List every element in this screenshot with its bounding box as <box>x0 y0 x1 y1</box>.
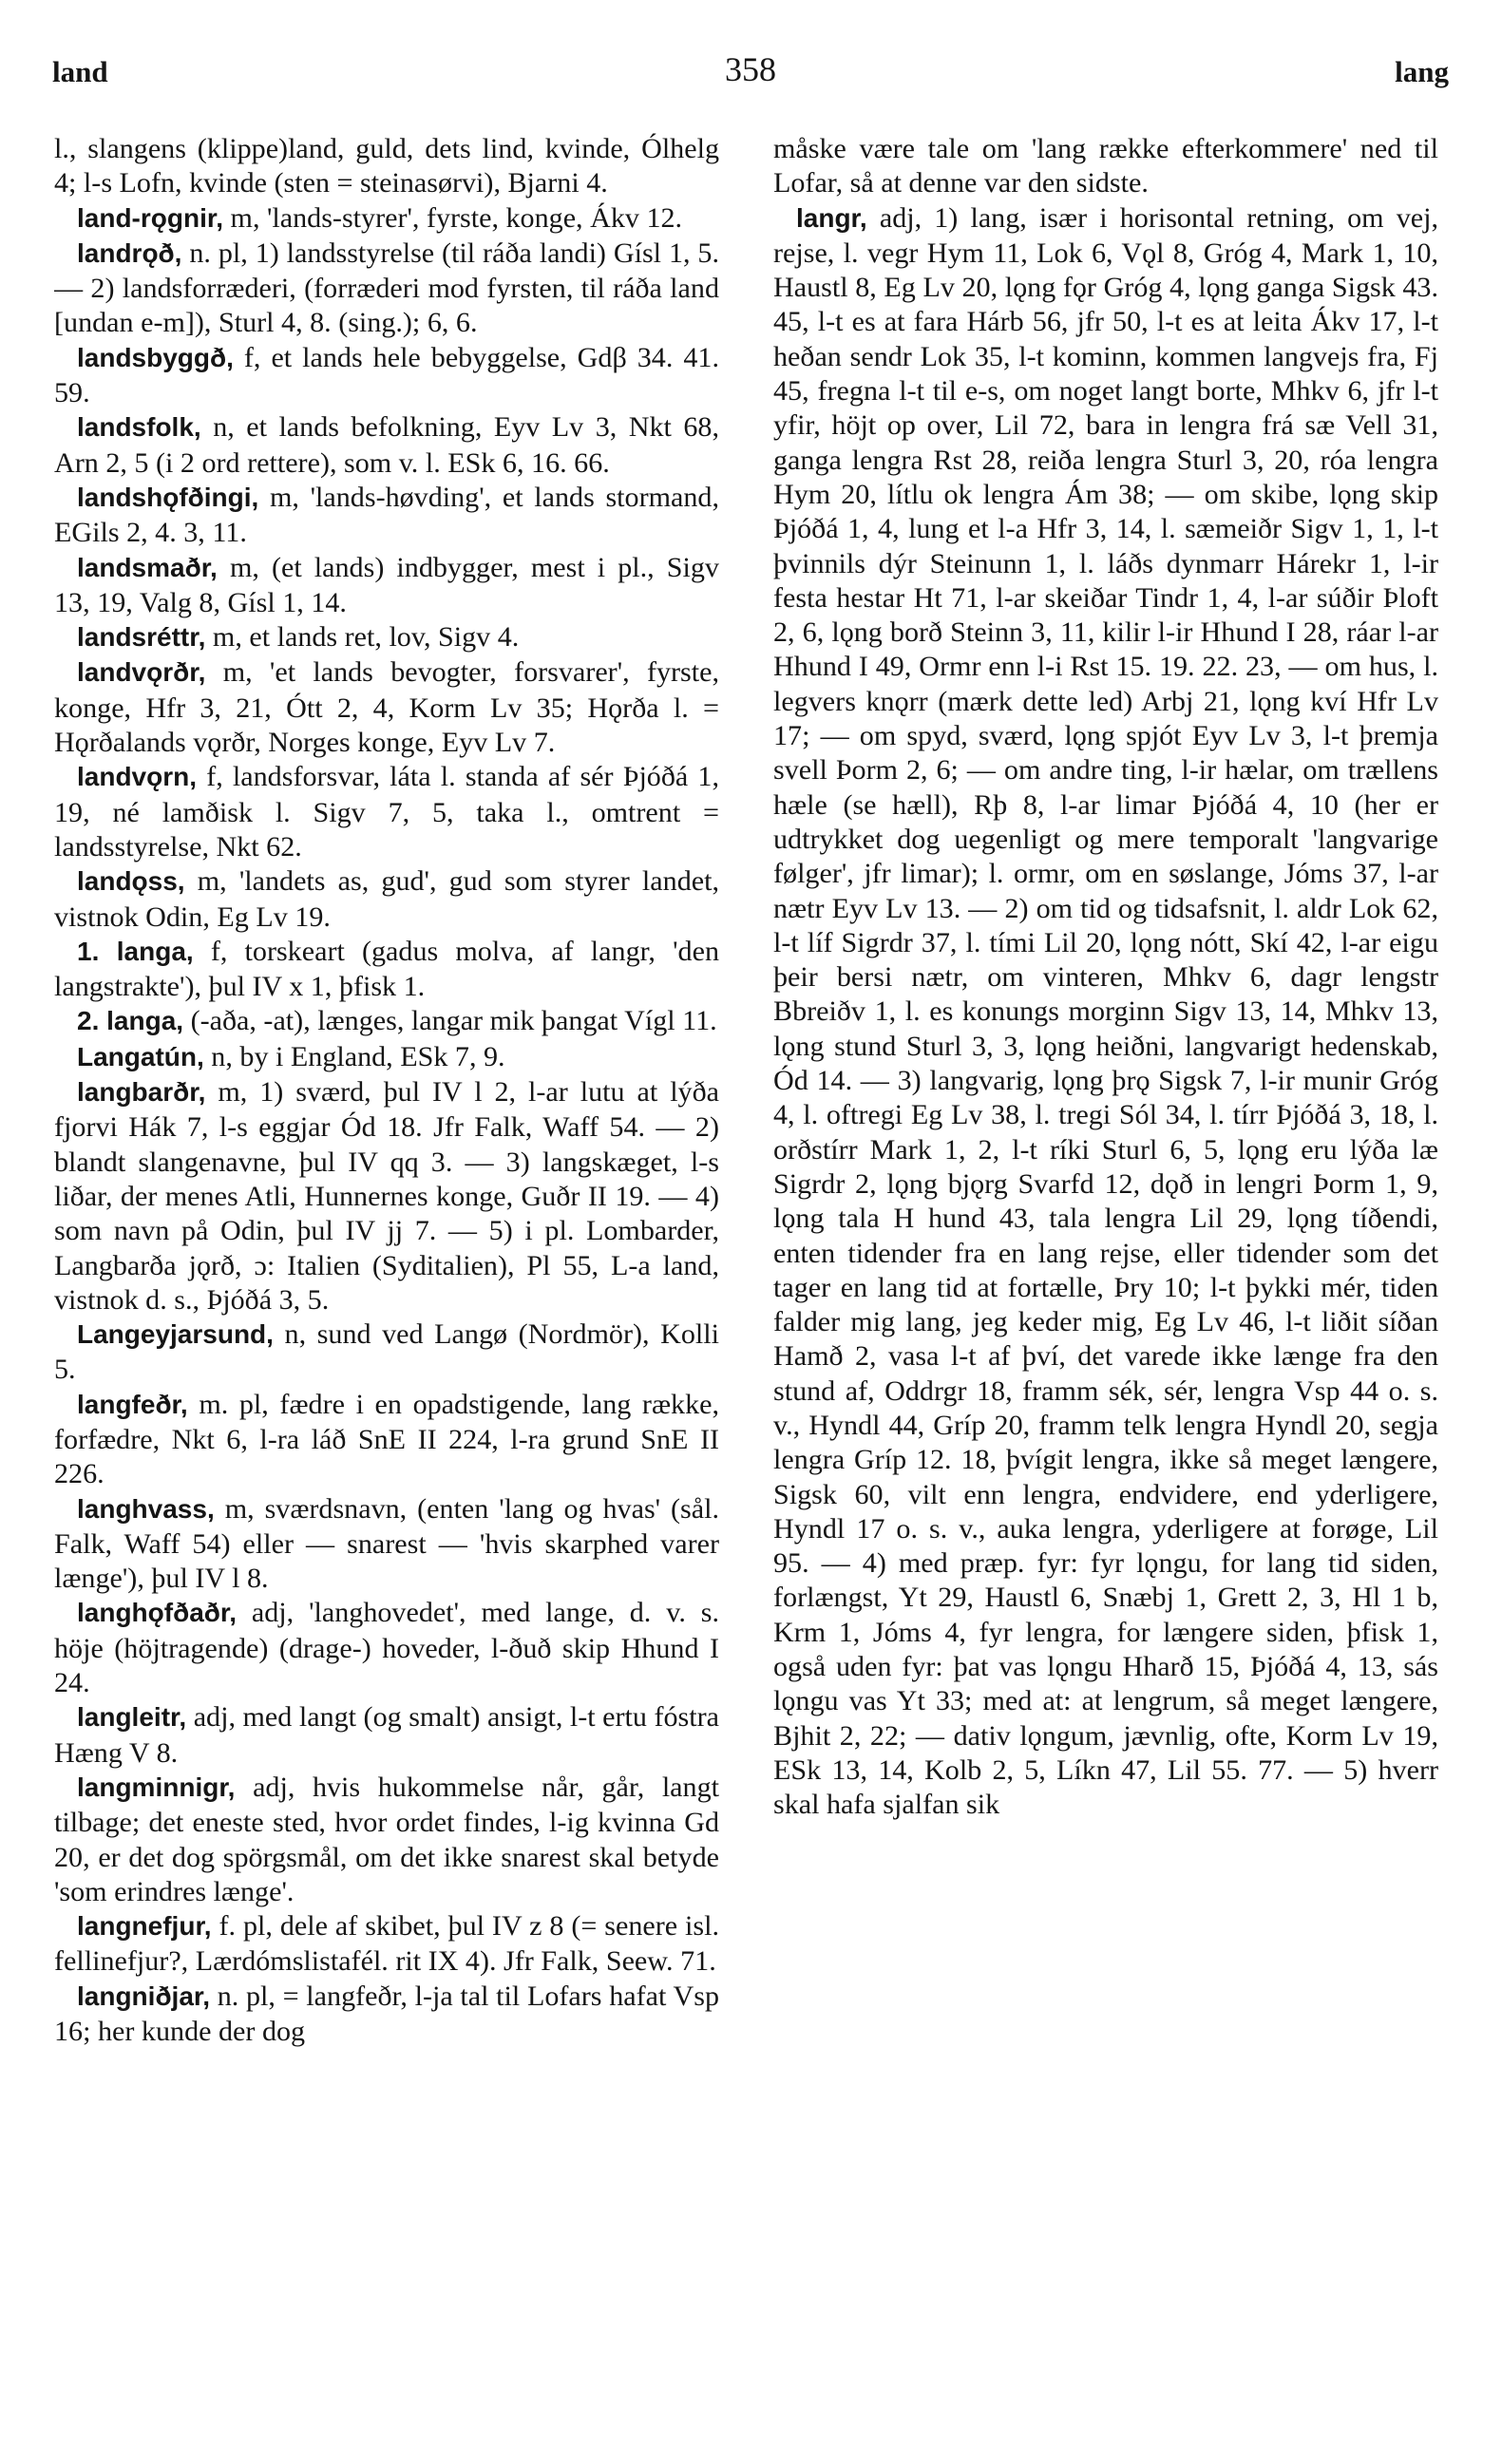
dictionary-entry <box>54 1979 719 2049</box>
entry-definition: m, 1) sværd, þul IV l 2, l-ar lutu at lýða fjorvi Hák 7, l-s eggjar Ód 18. Jfr Falk, Waff 54. — 2) blandt slangenavne, þul IV qq 3. — 3) langskæget, l-s liðar, der menes Atli, Hunnernes konge, Guðr II 19. — 4) som navn på Odin, þul IV jj 7. — 5) i pl. Lombarder, Langbarða jǫrð, ɔ: Italien (Syditalien), Pl 55, L-a land, vistnok d. s., Þjóðá 3, 5. <box>54 1075 719 1316</box>
entry-definition: m, 'landets as, gud', gud som styrer landet, vistnok Odin, Eg Lv 19. <box>54 864 719 933</box>
entry-definition: n, et lands befolkning, Eyv Lv 3, Nkt 68, Arn 2, 5 (i 2 ord rettere), som v. l. ESk 6, 16. 66. <box>54 410 719 479</box>
page-header <box>52 42 1449 99</box>
entry-definition: m, et lands ret, lov, Sigv 4. <box>212 620 520 654</box>
entry-definition: adj, 1) lang, især i horisontal retning, om vej, rejse, l. vegr Hym 11, Lok 6, Vǫl 8, Gróg 4, Mark 1, 10, Haustl 8, Eg Lv 20, lǫng fǫr Gróg 4, lǫng ganga Sigsk 43. 45, l-t es at fara Hárb 56, jfr 50, l-t es at leita Ákv 17, l-t heðan sendr Lok 35, l-t kominn, kommen langvejs fra, Fj 45, fregna l-t til e-s, om noget langt borte, Mhkv 6, jfr l-t yfir, höjt op over, Lil 72, bara in lengra frá sæ Vell 31, ganga lengra Rst 28, reiða lengra Sturl 3, 20, róa lengra Hym 20, lítlu ok lengra Ám 38; — om skibe, lǫng skip Þjóðá 1, 4, lung et l-a Hfr 3, 14, l. sæmeiðr Sigv 1, 1, l-t þvinnils dýr Steinunn 1, l. láðs dynmarr Hárekr 1, l-ir festa hestar Ht 71, l-ar skeiðar Tindr 1, 4, l-ar súðir Þloft 2, 6, lǫng borð Steinn 3, 11, kilir l-ir Hhund I 28, ráar l-ar Hhund I 49, Ormr enn l-i Rst 15. 19. 22. 23, — om hus, l. legvers knǫrr (mærk dette led) Arbj 21, lǫng kví Hfr Lv 17; — om spyd, sværd, lǫng spjót Eyv Lv 3, l-t þremja svell Þorm 2, 6; — om andre ting, l-ir hælar, om trællens hæle (se hæll), Rþ 8, l-ar limar Þjóðá 4, 10 (her er udtrykket dog uegenligt og mere temporalt 'langvarige følger', jfr limar); l. ormr, om en søslange, Jóms 37, l-ar nætr Eyv Lv 13. — 2) om tid og tidsafsnit, l. aldr Lok 62, l-t líf Sigrdr 37, l. tími Lil 20, lǫng nótt, Skí 42, l-ar eigu þeir bersi nætr, om vinteren, Mhkv 6, dagr lengstr Bbreiðv 1, l. es konungs morginn Sigv 13, 14, Mhkv 13, lǫng stund Sturl 3, 3, lǫng heiðni, langvarigt hedenskab, Ód 14. — 3) langvarig, lǫng þrǫ Sigsk 7, l-ir munir Gróg 4, l. oftregi Eg Lv 38, l. tregi Sól 34, l. tírr Þjóðá 3, 18, l. orðstírr Mark 1, 2, l-t ríki Sturl 6, 5, lǫng eru lýða læ Sigrdr 2, lǫng bjǫrg Svarfd 12, dǫð in lengri Þorm 1, 9, lǫng tala H hund 43, tala lengra Lil 29, lǫng tíðendi, enten tidender fra en lang rejse, eller tidender som det tager en lang tid at fortælle, Þry 10; l-t þykki mér, tiden falder mig lang, jeg keder mig, Eg Lv 46, l-t liðit síðan Hamð 2, vasa l-t af því, det varede ikke længe fra den stund af, Oddrgr 18, framm sék, sér, lengra Vsp 44 o. s. v., Hyndl 44, Gríp 20, framm telk lengra Hyndl 20, segja lengra Gríp 12. 18, þvígit lengra, ikke så meget længere, Sigsk 60, vilt enn lengra, endvidere, end yderligere, Hyndl 17 o. s. v., auka lengra, yderligere at forøge, Lil 95. — 4) med præp. fyr: fyr lǫngu, for lang tid siden, forlængst, Yt 29, Haustl 6, Snæbj 1, Grett 2, 3, Hl 1 b, Krm 1, Jóms 4, fyr lengra, for længere siden, þfisk 1, også uden fyr: þat vas lǫngu Hharð 15, Þjóðá 4, 13, sás lǫngu vas Yt 33; med at: at lengrum, så meget længere, Bjhit 2, 22; — dativ lǫngum, jævnlig, ofte, Korm Lv 19, ESk 13, 14, Kolb 2, 5, Líkn 47, Lil 55. 77. — 5) hverr skal hafa sjalfan sik <box>773 200 1438 1821</box>
entry-definition: f, et lands hele bebyggelse, Gdβ 34. 41. 59. <box>54 340 719 409</box>
dictionary-entry <box>54 619 719 654</box>
entry-headword: landsréttr, <box>77 622 206 653</box>
entry-headword: landshǫfðingi, <box>77 482 259 512</box>
dictionary-entry <box>54 1699 719 1770</box>
entry-headword: 2. langa, <box>77 1006 184 1036</box>
dictionary-entry <box>54 759 719 863</box>
header-right-guide-word: lang <box>1395 55 1449 88</box>
header-left-guide-word: land <box>52 55 108 88</box>
entry-definition: (-aða, -at), længes, langar mik þangat Vígl 11. <box>190 1004 717 1037</box>
dictionary-entry <box>54 340 719 410</box>
entry-headword: landsbyggð, <box>77 342 234 372</box>
page-number: 358 <box>725 50 776 88</box>
entry-definition: f, torskeart (gadus molva, af langr, 'den langstrakte'), þul IV x 1, þfisk 1. <box>54 934 719 1003</box>
entry-headword: landǫss, <box>77 866 185 897</box>
entry-definition: adj, 'langhovedet', med lange, d. v. s. höje (höjtragende) (drage-) hoveder, l-ðuð skip Hhund I 24. <box>54 1596 719 1699</box>
entry-definition: m. pl, fædre i en opadstigende, lang række, forfædre, Nkt 6, l-ra láð SnE II 224, l-ra grund SnE II 226. <box>54 1387 719 1490</box>
entry-definition: m, (et lands) indbygger, mest i pl., Sigv 13, 19, Valg 8, Gísl 1, 14. <box>54 550 719 618</box>
entry-headword: Langatún, <box>77 1041 204 1071</box>
dictionary-entry <box>773 131 1438 200</box>
dictionary-entry <box>54 236 719 340</box>
entry-headword: landsfolk, <box>77 412 201 443</box>
dictionary-entry <box>54 863 719 934</box>
entry-definition: adj, med langt (og smalt) ansigt, l-t ertu fóstra Hæng V 8. <box>54 1700 719 1769</box>
entry-headword: langr, <box>796 202 867 233</box>
entry-definition: m, sværdsnavn, (enten 'lang og hvas' (sål. Falk, Waff 54) eller — snarest — 'hvis skarphed varer længe'), þul IV l 8. <box>54 1491 719 1595</box>
dictionary-entry <box>54 1770 719 1908</box>
entry-definition: n, sund ved Langø (Nordmör), Kolli 5. <box>54 1317 719 1386</box>
entry-definition: f. pl, dele af skibet, þul IV z 8 (= senere isl. fellinefjur?, Lærdómslistafél. rit IX 4). Jfr Falk, Seew. 71. <box>54 1909 719 1978</box>
entry-headword: langleitr, <box>77 1702 187 1733</box>
entry-definition: måske være tale om 'lang række efterkommere' ned til Lofar, så at denne var den sidste. <box>773 132 1438 199</box>
entry-headword: landvǫrn, <box>77 762 198 792</box>
entry-headword: 1. langa, <box>77 936 194 966</box>
dictionary-entry <box>54 409 719 480</box>
entry-headword: langniðjar, <box>77 1981 211 2011</box>
entry-headword: langminnigr, <box>77 1772 236 1802</box>
entry-definition: f, landsforsvar, láta l. standa af sér Þjóðá 1, 19, né lamðisk l. Sigv 7, 5, taka l., omtrent = landsstyrelse, Nkt 62. <box>54 760 719 862</box>
entry-definition: n, by i England, ESk 7, 9. <box>211 1039 505 1072</box>
dictionary-entry <box>54 1074 719 1317</box>
dictionary-entry <box>54 1317 719 1387</box>
dictionary-entry <box>54 1387 719 1491</box>
dictionary-entry <box>54 934 719 1004</box>
dictionary-entry <box>54 200 719 236</box>
entry-headword: landsmaðr, <box>77 552 218 582</box>
entry-headword: langbarðr, <box>77 1077 206 1108</box>
dictionary-entry <box>54 1003 719 1038</box>
entry-headword: langfeðr, <box>77 1389 188 1419</box>
left-column <box>54 131 719 2449</box>
dictionary-entry <box>54 1908 719 1979</box>
dictionary-entry <box>54 550 719 620</box>
entry-headword: langhvass, <box>77 1493 215 1524</box>
entry-definition: m, 'lands-høvding', et lands stormand, EGils 2, 4. 3, 11. <box>54 480 719 549</box>
entry-definition: m, 'lands-styrer', fyrste, konge, Ákv 12. <box>230 200 683 234</box>
entry-headword: langnefjur, <box>77 1911 212 1942</box>
dictionary-entry <box>54 1595 719 1699</box>
entry-headword: landvǫrðr, <box>77 657 206 688</box>
dictionary-entry <box>54 1039 719 1074</box>
entry-headword: landrǫð, <box>77 237 182 268</box>
dictionary-entry <box>54 654 719 759</box>
entry-headword: Langeyjarsund, <box>77 1319 274 1350</box>
dictionary-entry <box>773 200 1438 1822</box>
entry-definition: n. pl, 1) landsstyrelse (til ráða landi) Gísl 1, 5. — 2) landsforræderi, (forræderi mod fyrsten, til ráða land [undan e-m]), Sturl 4, 8. (sing.); 6, 6. <box>54 236 719 339</box>
entry-definition: adj, hvis hukommelse når, går, langt tilbage; det eneste sted, hvor ordet findes, l-ig kvinna Gd 20, er det dog spörgsmål, om det ikke snarest skal betyde 'som erindres længe'. <box>54 1770 719 1907</box>
right-column <box>773 131 1438 2449</box>
entry-definition: m, 'et lands bevogter, forsvarer', fyrste, konge, Hfr 3, 21, Ótt 2, 4, Korm Lv 35; Hǫrða l. = Hǫrðalands vǫrðr, Norges konge, Eyv Lv 7. <box>54 655 719 759</box>
entry-definition: l., slangens (klippe)land, guld, dets lind, kvinde, Ólhelg 4; l-s Lofn, kvinde (sten = steinasørvi), Bjarni 4. <box>54 132 719 199</box>
dictionary-entry <box>54 1491 719 1596</box>
entry-definition: n. pl, = langfeðr, l-ja tal til Lofars hafat Vsp 16; her kunde der dog <box>54 1979 719 2048</box>
dictionary-entry <box>54 131 719 200</box>
entry-headword: land-rǫgnir, <box>77 202 223 233</box>
entry-headword: langhǫfðaðr, <box>77 1598 237 1628</box>
dictionary-entry <box>54 480 719 550</box>
